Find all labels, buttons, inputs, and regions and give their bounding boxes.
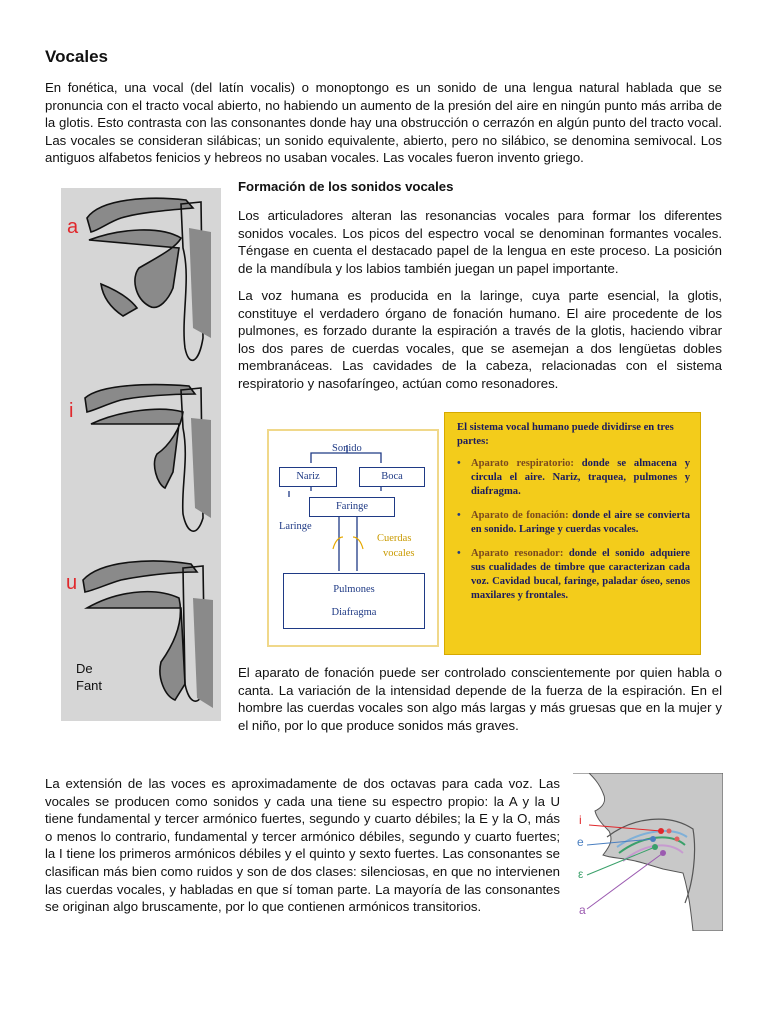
vowel-label-i: i	[69, 400, 74, 422]
vocal-tract-drawing	[61, 188, 221, 721]
mouth-label-a: a	[579, 903, 586, 917]
bullet-icon: •	[457, 458, 461, 469]
vocal-tract-figure	[61, 188, 221, 721]
mouth-drawing	[573, 773, 723, 931]
section-paragraph-2: La voz humana es producida en la laringe, cuya parte esencial, la glotis, constituye el verdadero órgano de fonación humano. El aire procedente de los pulmones, es forzado durante la espiración a través de la glotis, haciendo vibrar los dos pares de cuerdas vocales, que se asemejan a dos lengüetas dobles membranáceas. Las cavidades de la cabeza, relacionadas con el sistema respiratorio y nasofaríngeo, actúan como resonadores.	[238, 288, 722, 391]
section-paragraph-1: Los articuladores alteran las resonancias vocales para formar los diferentes sonidos vocales. Los picos del espectro vocal se denominan formantes vocales. Téngase en cuenta el destacado papel de la lengua en este proceso. La posición de la mandíbula y los labios también juegan un papel importante.	[238, 208, 722, 276]
diagram-label-vocales: vocales	[383, 548, 415, 559]
vowel-label-u: u	[66, 572, 78, 594]
mouth-vowel-figure	[573, 773, 723, 931]
diagram-label-laringe: Laringe	[279, 521, 312, 532]
extension-paragraph: La extensión de las voces es aproximadamente de dos octavas para cada voz. Las vocales se producen como sonidos y cada una tiene su espectro propio: la A y la U tiene fundamental y tercer armónico fuertes, segundo y cuarto débiles; la E y la O, más o menos lo contrario, fundamental y tercer armónico débiles, segundo y cuarto fuertes; la I tiene los primeros armónicos débiles y el quinto y sexto fuertes. Las consonantes se clasifican más bien como ruidos y son de dos clases: silenciosas, en que no intervienen las cuerdas vocales, y habladas en que sí toman parte. La mayoría de las consonantes se originan algo bruscamente, por lo que contienen armónicos transitorios.	[45, 776, 560, 915]
intro-paragraph: En fonética, una vocal (del latín vocalis) o monoptongo es un sonido de una lengua natural hablada que se pronuncia con el tracto vocal abierto, no habiendo un aumento de la presión del aire en ningún punto más arriba de la glotis. Esto contrasta con las consonantes donde hay una obstrucción o cerrazón en algún punto del tracto vocal. Las vocales se consideran silábicas; un sonido equivalente, abierto, pero no silábico, se denomina semivocal. Los antiguos alfabetos fenicios y hebreos no usaban vocales. Las vocales fueron invento griego.	[45, 80, 722, 166]
section-heading: Formación de los sonidos vocales	[238, 179, 454, 194]
figure-credit: De Fant	[76, 661, 103, 693]
mouth-label-i: i	[579, 813, 582, 827]
vocal-system-diagram	[267, 429, 439, 647]
list-item: • Aparato respiratorio: donde se almacena y circula el aire. Nariz, traquea, pulmones y diafragma.	[457, 458, 690, 497]
bullet-icon: •	[457, 548, 461, 559]
diagram-label-sonido: Sonido	[332, 443, 362, 454]
mouth-label-epsilon: ε	[578, 867, 584, 881]
mouth-label-e: e	[577, 835, 584, 849]
vocal-system-info-box	[444, 412, 701, 655]
diagram-label-cuerdas: Cuerdas	[377, 533, 412, 544]
list-item: • Aparato resonador: donde el sonido adquiere sus cualidades de timbre que caracterizan cada voz. Cavidad bucal, faringe, paladar óseo, senos maxilares y frontales.	[457, 548, 690, 601]
list-item: • Aparato de fonación: donde el aire se convierta en sonido. Laringe y cuerdas vocales.	[457, 510, 690, 535]
bullet-icon: •	[457, 510, 461, 521]
diagram-box-faringe: Faringe	[309, 497, 395, 517]
diagram-box-nariz: Nariz	[279, 467, 337, 487]
diagram-box-pulmones: Pulmones Diafragma	[283, 573, 425, 629]
diagram-box-boca: Boca	[359, 467, 425, 487]
info-box-list	[457, 457, 690, 603]
vowel-label-a: a	[67, 216, 79, 238]
section-paragraph-3: El aparato de fonación puede ser controlado conscientemente por quien habla o canta. La variación de la intensidad depende de la fuerza de la espiración. En el hombre las cuerdas vocales son algo más largas y más gruesas que en la mujer y el niño, por lo que produce sonidos más graves.	[238, 665, 722, 733]
info-box-intro: El sistema vocal humano puede dividirse en tres partes:	[457, 422, 674, 447]
page-title: Vocales	[45, 47, 109, 66]
